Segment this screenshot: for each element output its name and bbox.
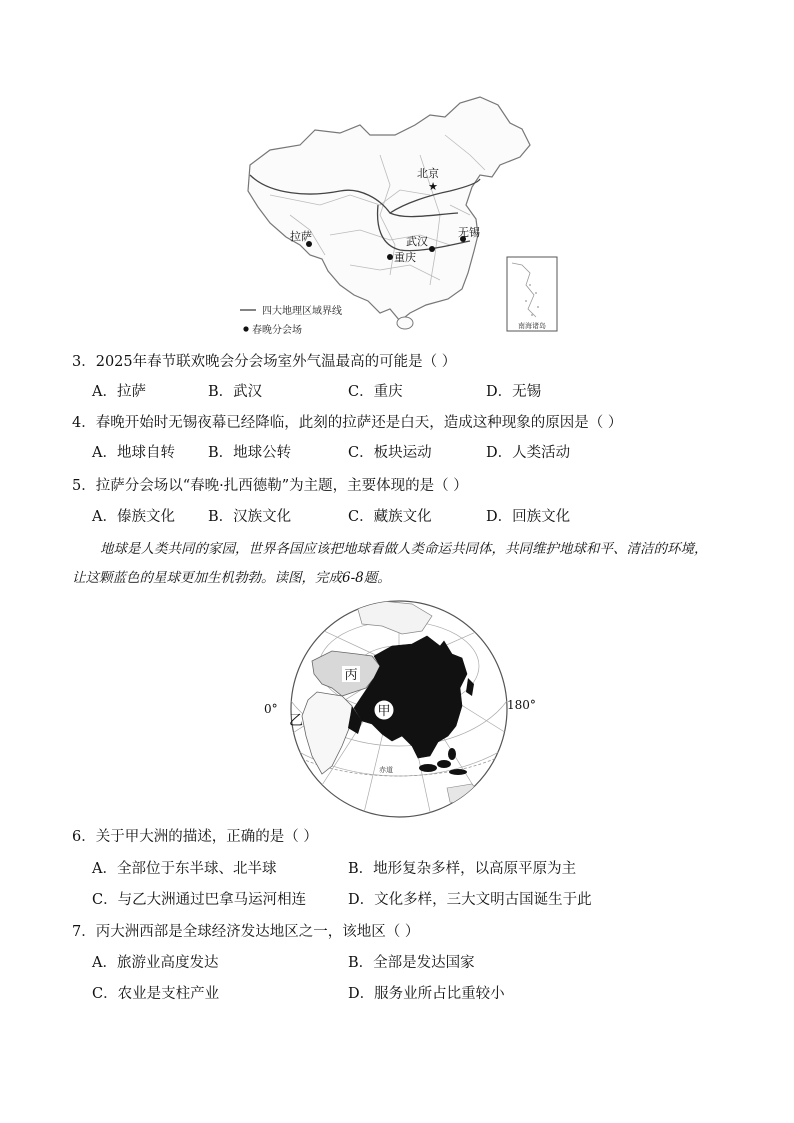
question-4-option-b[interactable]: B．地球公转 (208, 445, 292, 461)
label-bing: 丙 (344, 668, 358, 683)
globe-label-0-degree: 0° (264, 702, 278, 716)
south-china-sea-inset (507, 257, 557, 331)
question-6-option-c[interactable]: C．与乙大洲通过巴拿马运河相连 (92, 892, 307, 908)
question-3-stem: 3．2025年春节联欢晚会分会场室外气温最高的可能是（ ） (72, 354, 457, 370)
question-5-option-c[interactable]: C．藏族文化 (348, 509, 432, 525)
china-outline (248, 97, 530, 321)
question-6-stem: 6．关于甲大洲的描述，正确的是（ ） (72, 829, 318, 845)
question-3-option-b[interactable]: B．武汉 (208, 384, 263, 400)
question-5-stem: 5．拉萨分会场以“春晚·扎西德勒”为主题，主要体现的是（ ） (72, 478, 468, 494)
inset-label: 南海诸岛 (518, 322, 546, 330)
map-legend (240, 304, 342, 336)
question-4-option-c[interactable]: C．板块运动 (348, 445, 432, 461)
legend-venue-label: 春晚分会场 (252, 325, 302, 336)
question-5-option-b[interactable]: B．汉族文化 (208, 509, 292, 525)
question-7-option-d[interactable]: D．服务业所占比重较小 (348, 986, 505, 1002)
city-label-beijing: 北京 (417, 167, 439, 180)
intro-line-2: 让这颗蓝色的星球更加生机勃勃。读图，完成6-8题。 (72, 570, 391, 586)
question-7-stem: 7．丙大洲西部是全球经济发达地区之一，该地区（ ） (72, 924, 420, 940)
city-label-chongqing: 重庆 (394, 251, 416, 264)
star-icon: ★ (428, 180, 438, 193)
china-map (230, 95, 560, 345)
question-6-option-a[interactable]: A．全部位于东半球、北半球 (92, 861, 277, 877)
question-5-option-d[interactable]: D．回族文化 (486, 509, 571, 525)
question-3-option-d[interactable]: D．无锡 (486, 384, 542, 400)
city-label-wuxi: 无锡 (458, 226, 480, 239)
label-yi: 乙 (289, 713, 303, 729)
question-3-option-c[interactable]: C．重庆 (348, 384, 403, 400)
globe-map (262, 596, 537, 821)
city-label-wuhan: 武汉 (406, 235, 428, 248)
question-7-option-c[interactable]: C．农业是支柱产业 (92, 986, 220, 1002)
equator-label: 赤道 (379, 766, 393, 774)
question-5-option-a[interactable]: A．傣族文化 (92, 509, 175, 525)
question-4-option-a[interactable]: A．地球自转 (92, 445, 175, 461)
legend-boundary-label: 四大地理区域界线 (262, 306, 342, 317)
question-6-option-b[interactable]: B．地形复杂多样，以高原平原为主 (348, 861, 577, 877)
hainan-island (397, 317, 413, 329)
question-7-option-a[interactable]: A．旅游业高度发达 (92, 955, 219, 971)
globe-label-180-degree: 180° (507, 698, 536, 712)
question-4-option-d[interactable]: D．人类活动 (486, 445, 571, 461)
question-7-option-b[interactable]: B．全部是发达国家 (348, 955, 475, 971)
intro-line-1: 地球是人类共同的家园，世界各国应该把地球看做人类命运共同体，共同维护地球和平、清洁的环境， (100, 541, 708, 557)
city-label-lhasa: 拉萨 (290, 230, 312, 243)
question-4-stem: 4．春晚开始时无锡夜幕已经降临，此刻的拉萨还是白天，造成这种现象的原因是（ ） (72, 415, 623, 431)
label-jia: 甲 (377, 704, 391, 719)
question-6-option-d[interactable]: D．文化多样，三大文明古国诞生于此 (348, 892, 592, 908)
question-3-option-a[interactable]: A．拉萨 (92, 384, 146, 400)
